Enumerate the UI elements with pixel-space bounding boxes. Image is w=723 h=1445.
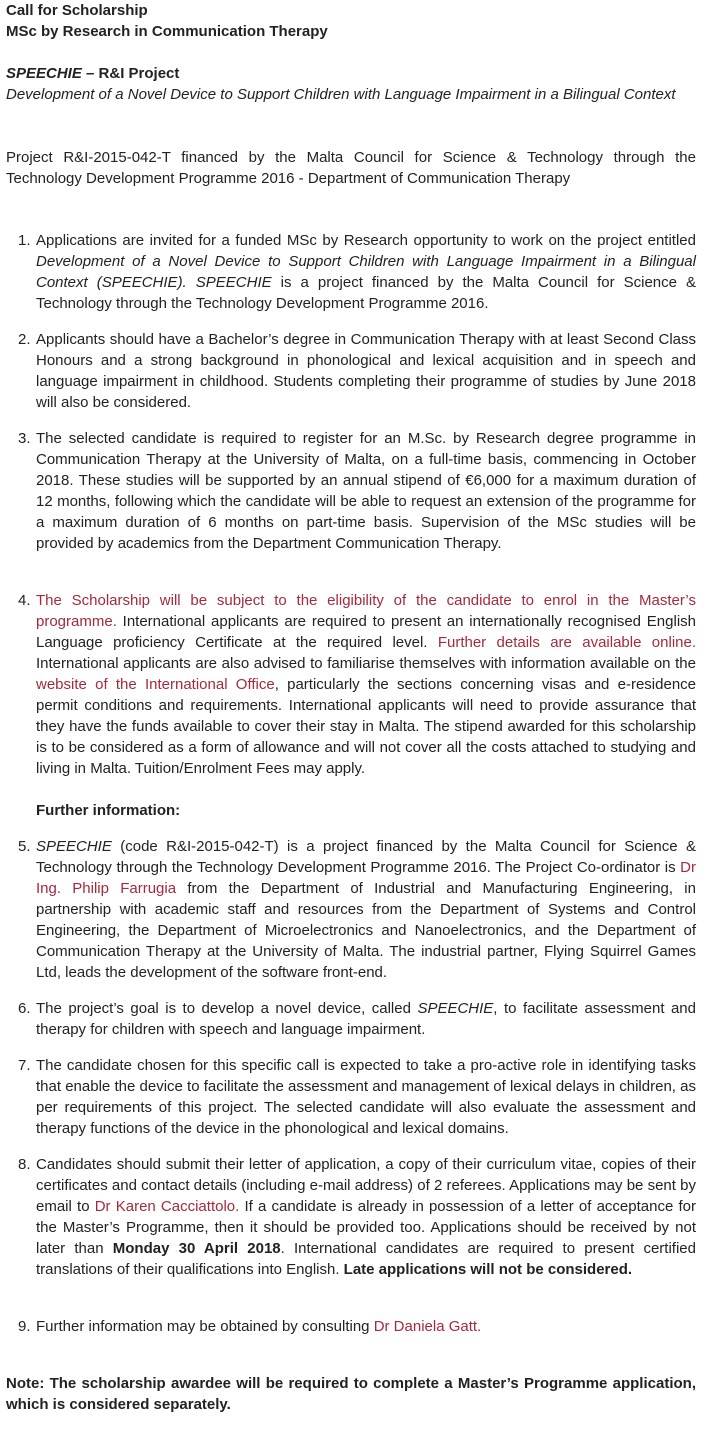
philip-farrugia-link[interactable]: Dr Ing. Philip Farrugia: [36, 859, 696, 897]
list-item-1: [36, 230, 696, 314]
item-number-9: 9.: [18, 1318, 31, 1335]
deadline-date: Monday 30 April 2018: [112, 1240, 281, 1257]
programme-title: MSc by Research in Communication Therapy: [6, 23, 328, 40]
international-office-link[interactable]: website of the International Office: [36, 676, 275, 693]
item-4-text-c: , particularly the sections concerning visas and e-residence permit conditions and requirements. International applicants will need to provide assurance that they have the funds available to cover their stay in Malta. The stipend awarded for this scholarship is to be considered as a form of allowance and will not cover all the costs attached to studying and living in Malta. Tuition/Enrolment Fees may apply.: [36, 676, 697, 777]
list-item-3: The selected candidate is required to register for an M.Sc. by Research degree programme in Communication Therapy at the University of Malta, on a full-time basis, commencing in October 2018. These studies will be supported by an annual stipend of €6,000 for a maximum duration of 12 months, following which the candidate will be able to request an extension of the programme for a maximum duration of 6 months on part-time basis. Supervision of the MSc studies will be provided by academics from the Department Communication Therapy.: [36, 430, 696, 552]
item-9-text-a: Further information may be obtained by consulting: [36, 1318, 374, 1335]
item-5-project-name: SPEECHIE: [36, 838, 112, 855]
item-4-text-b: International applicants are also advised to familiarise themselves with information available on the: [36, 655, 696, 672]
item-1-text-a: Applications are invited for a funded MSc by Research opportunity to work on the project entitled: [36, 232, 696, 249]
further-details-link[interactable]: Further details are available online.: [437, 634, 697, 651]
item-number-5: 5.: [18, 838, 31, 855]
item-6-project-name: SPEECHIE: [417, 1000, 494, 1017]
item-5-text-a: (code R&I-2015-042-T) is a project financed by the Malta Council for Science & Technology through the Technology Development Programme 2016. The Project Co-ordinator is: [36, 838, 696, 876]
list-item-6: [36, 998, 696, 1040]
item-6-text-b: , to facilitate assessment and therapy for children with speech and language impairment.: [36, 1000, 696, 1038]
list-item-8: [36, 1154, 696, 1280]
late-applications-warning: Late applications will not be considered.: [343, 1261, 633, 1278]
item-5-text-b: from the Department of Industrial and Manufacturing Engineering, in partnership with academic staff and resources from the Department of Systems and Control Engineering, the Department of Microelectronics and Nanoelectronics, and the Department of Communication Therapy at the University of Malta. The industrial partner, Flying Squirrel Games Ltd, leads the development of the software front-end.: [36, 880, 696, 981]
item-8-text-a: Candidates should submit their letter of application, a copy of their curriculum vitae, copies of their certificates and contact details (including e-mail address) of 2 referees. Applications may be sent by email to: [36, 1156, 696, 1215]
item-number-2: 2.: [18, 331, 31, 348]
list-item-4: [36, 590, 696, 779]
item-number-1: 1.: [18, 232, 31, 249]
item-number-8: 8.: [18, 1156, 31, 1173]
item-1-text-e: is a project financed by the Malta Council for Science & Technology through the Technology Development Programme 2016.: [36, 274, 696, 312]
item-1-project-title: Development of a Novel Device to Support Children with Language Impairment in a Bilingual Context (SPEECHIE).: [36, 253, 696, 291]
item-8-text-b: If a candidate is already in possession of a letter of acceptance for the Master’s Programme, then it should be provided too. Applications should be received by not later than: [36, 1198, 696, 1257]
karen-cacciattolo-link[interactable]: Dr Karen Cacciattolo.: [94, 1198, 240, 1215]
eligibility-link[interactable]: The Scholarship will be subject to the eligibility of the candidate to enrol in the Master’s programme.: [36, 592, 696, 630]
item-number-3: 3.: [18, 430, 31, 447]
closing-note: Note: The scholarship awardee will be required to complete a Master’s Programme application, which is considered separately.: [6, 1375, 696, 1413]
project-name: SPEECHIE: [6, 65, 82, 82]
item-8-text-c: . International candidates are required to present certified translations of their qualifications into English.: [36, 1240, 696, 1278]
list-item-7: The candidate chosen for this specific call is expected to take a pro-active role in identifying tasks that enable the device to facilitate the assessment and management of lexical delays in children, as per requirements of this project. The selected candidate will also evaluate the assessment and therapy functions of the device in the phonological and lexical domains.: [36, 1057, 696, 1137]
funding-statement: Project R&I-2015-042-T financed by the Malta Council for Science & Technology through the Technology Development Programme 2016 - Department of Communication Therapy: [6, 149, 696, 187]
item-4-text-a: International applicants are required to present an internationally recognised English Language proficiency Certificate at the required level.: [36, 613, 696, 651]
item-1-space: [187, 274, 196, 291]
item-number-6: 6.: [18, 1000, 31, 1017]
item-1-project-name: SPEECHIE: [195, 274, 272, 291]
list-item-9: [36, 1316, 696, 1337]
project-subtitle: Development of a Novel Device to Support Children with Language Impairment in a Bilingual Context: [6, 86, 676, 103]
item-6-text-a: The project’s goal is to develop a novel device, called: [36, 1000, 418, 1017]
project-heading: [6, 63, 696, 84]
item-number-4: 4.: [18, 592, 31, 609]
daniela-gatt-link[interactable]: Dr Daniela Gatt.: [373, 1318, 482, 1335]
item-number-7: 7.: [18, 1057, 31, 1074]
list-item-2: Applicants should have a Bachelor’s degree in Communication Therapy with at least Second Class Honours and a strong background in phonological and lexical acquisition and in speech and language impairment in childhood. Students completing their programme of studies by June 2018 will also be considered.: [36, 331, 696, 411]
call-title: Call for Scholarship: [6, 2, 148, 19]
list-item-5: [36, 836, 696, 983]
project-suffix: – R&I Project: [81, 65, 180, 82]
further-information-heading: Further information:: [36, 802, 181, 819]
